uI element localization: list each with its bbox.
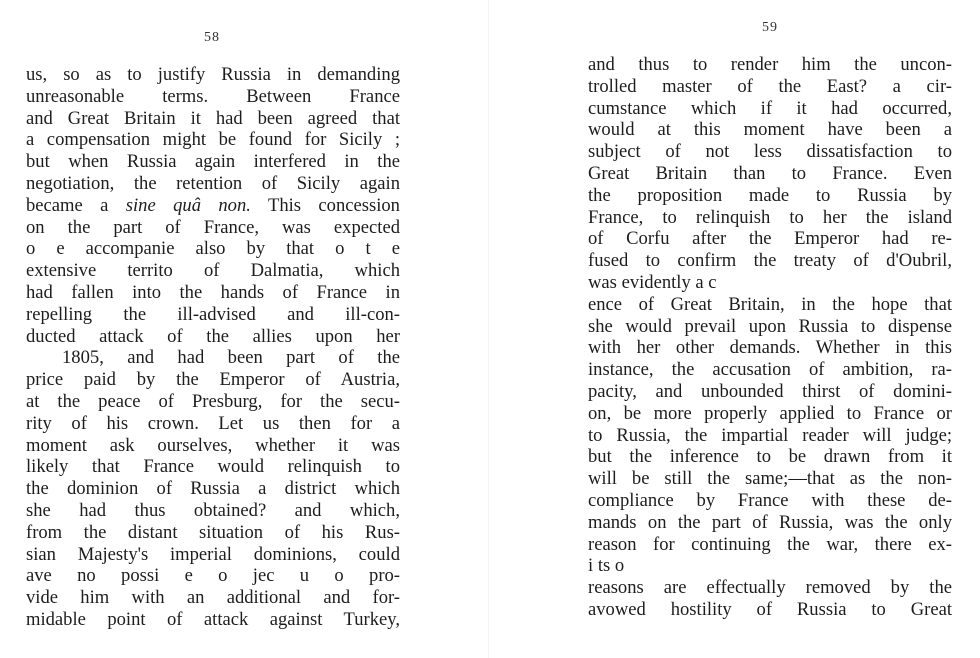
text-line: with her other demands. Whether in this [588, 337, 952, 359]
text-line: 1805, and had been part of the [62, 347, 400, 369]
text-line: France, to relinquish to her the island [588, 206, 952, 228]
text-line: mands on the part of Russia, was the only [588, 511, 952, 533]
text-line: Great Britain than to France. Even [588, 162, 952, 184]
text-line: subject of not less dissatisfaction to [588, 141, 952, 163]
left-page-text [26, 64, 400, 631]
text-line: compliance by France with these de- [588, 489, 952, 511]
text-line: us, so as to justify Russia in demanding [26, 64, 400, 85]
text-line: on, be more properly applied to France or [588, 402, 952, 424]
right-page-text [588, 54, 952, 621]
text-line: moment ask ourselves, whether it was [26, 434, 400, 456]
text-line: trolled master of the East? a cir- [588, 75, 952, 97]
text-line: ducted attack of the allies upon her [26, 325, 400, 347]
right-page [492, 0, 980, 658]
text-line: but when Russia again interfered in the [26, 151, 400, 173]
text-line: at the peace of Presburg, for the secu- [26, 390, 400, 412]
text-line: ence of Great Britain, in the hope that [588, 293, 952, 315]
text-line: cumstance which if it had occurred, [588, 97, 952, 119]
text-line: instance, the accusation of ambition, ra- [588, 359, 952, 381]
text-line: midable point of attack against Turkey, [26, 608, 400, 630]
text-line: she would prevail upon Russia to dispense [588, 315, 952, 337]
text-line: to Russia, the impartial reader will judge; [588, 424, 952, 446]
text-line [26, 195, 400, 217]
text-line: sian Majesty's imperial dominions, could [26, 543, 400, 565]
left-page [0, 0, 480, 658]
text-fragment: became a [26, 194, 109, 216]
text-line: would at this moment have been a [588, 119, 952, 141]
text-line: ave no possi e o jec u o pro- [26, 565, 400, 587]
text-line: fused to confirm the treaty of d'Oubril, [588, 250, 952, 272]
text-line: unreasonable terms. Between France [26, 85, 400, 107]
text-line: she had thus obtained? and which, [26, 499, 400, 521]
italic-phrase: sine quâ non. [125, 194, 251, 216]
text-line: i ts o [588, 555, 625, 577]
text-line: price paid by the Emperor of Austria, [26, 369, 400, 391]
text-line: will be still the same;—that as the non- [588, 468, 952, 490]
text-line: rity of his crown. Let us then for a [26, 412, 400, 434]
text-line: of Corfu after the Emperor had re- [588, 228, 952, 250]
text-fragment: This concession [267, 194, 400, 216]
text-line: o e accompanie also by that o t e [26, 238, 400, 260]
text-line: reasons are effectually removed by the [588, 577, 952, 599]
page-number-left: 58 [204, 30, 220, 45]
text-line: and Great Britain it had been agreed that [26, 107, 400, 129]
page-gutter [488, 0, 489, 658]
text-line: avowed hostility of Russia to Great [588, 598, 952, 620]
text-line: had fallen into the hands of France in [26, 281, 400, 303]
text-line: and thus to render him the uncon- [588, 54, 952, 75]
text-line: was evidently a c [588, 271, 717, 293]
text-line: from the distant situation of his Rus- [26, 521, 400, 543]
text-line: vide him with an additional and for- [26, 587, 400, 609]
text-line: extensive territo of Dalmatia, which [26, 260, 400, 282]
text-line: reason for continuing the war, there ex- [588, 533, 952, 555]
text-line: likely that France would relinquish to [26, 456, 400, 478]
text-line: repelling the ill-advised and ill-con- [26, 303, 400, 325]
text-line: negotiation, the retention of Sicily again [26, 172, 400, 194]
text-line: pacity, and unbounded thirst of domini- [588, 380, 952, 402]
page-number-right: 59 [762, 20, 778, 35]
text-line: on the part of France, was expected [26, 216, 400, 238]
text-line: but the inference to be drawn from it [588, 446, 952, 468]
text-line: the dominion of Russia a district which [26, 478, 400, 500]
text-line: the proposition made to Russia by [588, 184, 952, 206]
text-line: a compensation might be found for Sicily ; [26, 129, 400, 151]
